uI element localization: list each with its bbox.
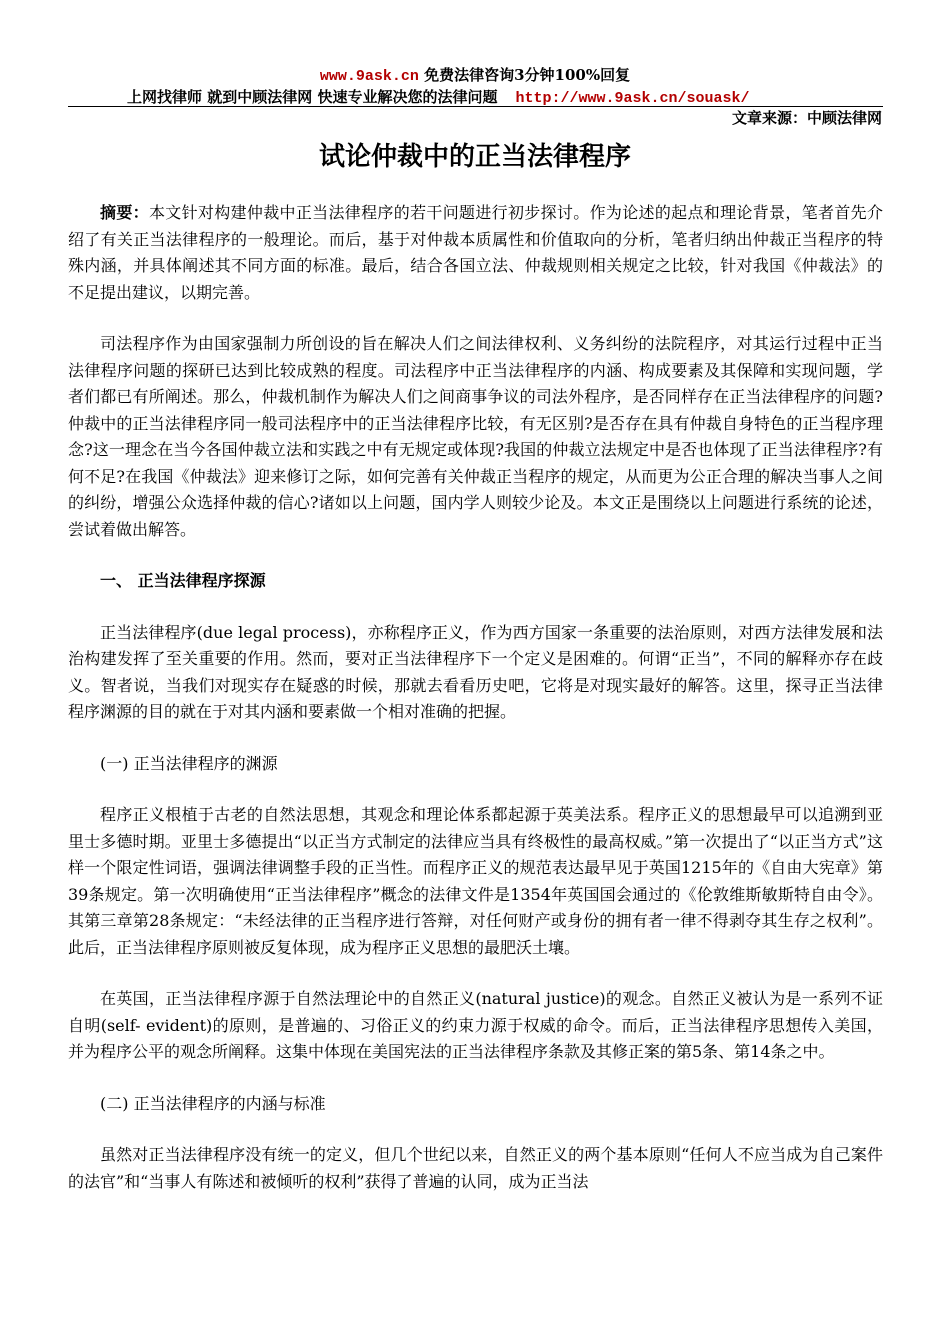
header-url-link[interactable]: http://www.9ask.cn/souask/ bbox=[515, 90, 750, 107]
article-source: 文章来源：中顾法律网 bbox=[731, 109, 882, 127]
section-heading: 一、 正当法律程序探源 bbox=[100, 571, 266, 590]
header-line-1 bbox=[0, 64, 950, 85]
header-slogan: 免费法律咨询3分钟100%回复 bbox=[418, 66, 631, 84]
subsection-heading: (一) 正当法律程序的渊源 bbox=[100, 753, 278, 773]
body-paragraph: 虽然对正当法律程序没有统一的定义，但几个世纪以来，自然正义的两个基本原则“任何人不应当成为自己案件的法官”和“当事人有陈述和被倾听的权利”获得了普遍的认同，成为正当法 bbox=[68, 1145, 883, 1191]
body-paragraph: 程序正义根植于古老的自然法思想，其观念和理论体系都起源于英美法系。程序正义的思想最早可以追溯到亚里士多德时期。亚里士多德提出“以正当方式制定的法律应当具有终极性的最高权威。”第一次提出了“以正当方式”这样一个限定性词语，强调法律调整手段的正当性。而程序正义的规范表达最早见于英国1215年的《自由大宪章》第39条规定。第一次明确使用“正当法律程序”概念的法律文件是1354年英国国会通过的《伦敦维斯敏斯特自由令》。其第三章第28条规定：“未经法律的正当程序进行答辩，对任何财产或身份的拥有者一律不得剥夺其生存之权利”。此后，正当法律程序原则被反复体现，成为程序正义思想的最肥沃土壤。 bbox=[68, 805, 883, 957]
abstract-label: 摘要： bbox=[100, 203, 149, 222]
abstract-paragraph bbox=[68, 200, 883, 306]
body-paragraph: 在英国，正当法律程序源于自然法理论中的自然正义(natural justice)的观念。自然正义被认为是一系列不证自明(self- evident)的原则，是普遍的、习俗正义的约束力源于权威的命令。而后，正当法律程序思想传入美国，并为程序公平的观念所阐释。这集中体现在美国宪法的正当法律程序条款及其修正案的第5条、第14条之中。 bbox=[68, 989, 883, 1061]
body-paragraph: 正当法律程序(due legal process)，亦称程序正义，作为西方国家一条重要的法治原则，对西方法律发展和法治构建发挥了至关重要的作用。然而，要对正当法律程序下一个定义是困难的。何谓“正当”，不同的解释亦存在歧义。智者说，当我们对现实存在疑惑的时候，那就去看看历史吧，它将是对现实最好的解答。这里，探寻正当法律程序渊源的目的就在于对其内涵和要素做一个相对准确的把握。 bbox=[68, 622, 883, 721]
header-tagline: 上网找律师 就到中顾法律网 快速专业解决您的法律问题 bbox=[127, 88, 498, 106]
intro-paragraph: 司法程序作为由国家强制力所创设的旨在解决人们之间法律权利、义务纠纷的法院程序，对其运行过程中正当法律程序问题的探研已达到比较成熟的程度。司法程序中正当法律程序的内涵、构成要素及其保障和实现问题，学者们都已有所阐述。那么，仲裁机制作为解决人们之间商事争议的司法外程序，是否同样存在正当法律程序的问题?仲裁中的正当法律程序同一般司法程序中的正当法律程序比较，有无区别?是否存在具有仲裁自身特色的正当程序理念?这一理念在当今各国仲裁立法和实践之中有无规定或体现?我国的仲裁立法规定中是否也体现了正当法律程序?有何不足?在我国《仲裁法》迎来修订之际，如何完善有关仲裁正当程序的规定，从而更为公正合理的解决当事人之间的纠纷，增强公众选择仲裁的信心?诸如以上问题，国内学人则较少论及。本文正是围绕以上问题进行系统的论述，尝试着做出解答。 bbox=[68, 334, 883, 539]
document-body bbox=[68, 200, 883, 1195]
header-line-2 bbox=[127, 86, 887, 107]
header-site-link[interactable]: www.9ask.cn bbox=[319, 68, 419, 85]
abstract-text: 本文针对构建仲裁中正当法律程序的若干问题进行初步探讨。作为论述的起点和理论背景，笔者首先介绍了有关正当法律程序的一般理论。而后，基于对仲裁本质属性和价值取向的分析，笔者归纳出仲裁正当程序的特殊内涵，并具体阐述其不同方面的标准。最后，结合各国立法、仲裁规则相关规定之比较，针对我国《仲裁法》的不足提出建议，以期完善。 bbox=[68, 203, 883, 302]
subsection-heading: (二) 正当法律程序的内涵与标准 bbox=[100, 1093, 326, 1113]
document-title: 试论仲裁中的正当法律程序 bbox=[318, 142, 631, 172]
